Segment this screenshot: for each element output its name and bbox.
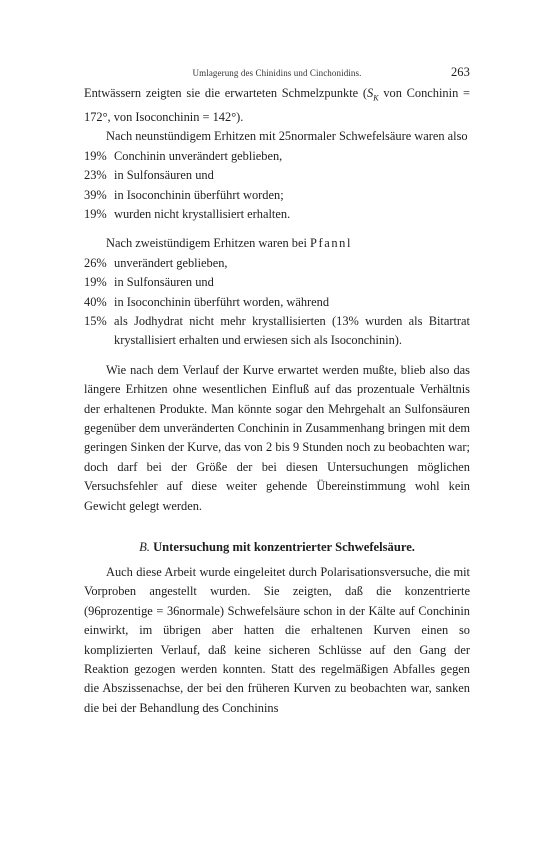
list-item-text: in Sulfonsäuren und bbox=[114, 275, 214, 290]
section-letter: B. bbox=[139, 540, 150, 554]
percentage: 15% bbox=[84, 313, 107, 328]
list-item bbox=[84, 166, 470, 185]
list-item bbox=[84, 273, 470, 292]
percentage: 40% bbox=[84, 294, 107, 309]
list-item-text: Conchinin unverändert geblieben, bbox=[114, 148, 283, 163]
intro-text-start: Entwässern zeigten sie die erwarteten Schmelzpunkte ( bbox=[84, 86, 368, 100]
author-name: Pfannl bbox=[310, 236, 352, 251]
percentage: 19% bbox=[84, 148, 107, 163]
list-item bbox=[84, 312, 470, 351]
paragraph-two-hour-heating bbox=[84, 234, 470, 253]
symbol-subscript-k: K bbox=[373, 93, 379, 103]
percentage: 23% bbox=[84, 168, 107, 183]
paragraph-text: Nach zweistündigem Erhitzen waren bei bbox=[106, 236, 311, 251]
paragraph-polarisation-experiments: Auch diese Arbeit wurde eingeleitet durch Polarisationsversuche, die mit Vorproben angestellt wurden. Sie zeigten, daß die konzentrierte (96prozentige = 36normale) Schwefelsäure schon in der Kälte auf Conchinin einwirkt, im übrigen aber hatten die erhaltenen Kurven einen so komplizierten Verlauf, daß keine sicheren Schlüsse auf den Gang der Reaktion gezogen werden konnten. Statt des regelmäßigen Abfalles gegen die Abszissenachse, der bei den früheren Kurven zu beobachten war, sanken die bei der Behandlung des Conchinins bbox=[84, 565, 470, 715]
list-item-text: in Isoconchinin überführt worden; bbox=[114, 187, 284, 202]
list-item bbox=[84, 186, 470, 205]
list-item-text: in Sulfonsäuren und bbox=[114, 168, 214, 183]
list-item bbox=[84, 205, 470, 224]
page-number: 263 bbox=[450, 65, 470, 79]
section-heading-b bbox=[84, 538, 470, 557]
results-list-nine-hours bbox=[84, 147, 470, 225]
running-title: Umlagerung des Chinidins und Cinchonidins. bbox=[192, 68, 362, 78]
intro-text-end: von Conchinin = 172°, von Isoconchinin = 142°). bbox=[84, 86, 470, 124]
page-header bbox=[84, 60, 470, 84]
intro-paragraph bbox=[84, 84, 470, 127]
list-item-text: als Jodhydrat nicht mehr krystallisierten (13% wurden als Bitartrat krystallisiert erhalten und erwiesen sich als Isoconchinin). bbox=[114, 313, 470, 348]
list-item bbox=[84, 293, 470, 312]
percentage: 19% bbox=[84, 275, 107, 290]
list-item-text: in Isoconchinin überführt worden, während bbox=[114, 294, 330, 309]
paragraph-curve-discussion: Wie nach dem Verlauf der Kurve erwartet werden mußte, blieb also das längere Erhitzen ohne wesentlichen Einfluß auf das prozentuale Verhältnis der erhaltenen Produkte. Man könnte sogar den Mehrgehalt an Sulfonsäuren gegenüber dem unveränderten Conchinin in Zusammenhang bringen mit dem geringen Sinken der Kurve, das von 2 bis 9 Stunden noch zu beobachten war; doch darf bei der Größe der bei diesen Untersuchungen möglichen Versuchsfehler auf diese weiter gehende Übereinstimmung wohl kein Gewicht gelegt werden. bbox=[84, 362, 470, 513]
percentage: 39% bbox=[84, 187, 107, 202]
list-item-text: unverändert geblieben, bbox=[114, 255, 228, 270]
list-item bbox=[84, 254, 470, 273]
list-item-text: wurden nicht krystallisiert erhalten. bbox=[114, 206, 291, 221]
percentage: 26% bbox=[84, 255, 107, 270]
paragraph-nine-hour-heating: Nach neunstündigem Erhitzen mit 25normaler Schwefelsäure waren also bbox=[106, 129, 468, 144]
section-title: Untersuchung mit konzentrierter Schwefelsäure. bbox=[153, 540, 415, 554]
results-list-two-hours bbox=[84, 254, 470, 351]
percentage: 19% bbox=[84, 206, 107, 221]
list-item bbox=[84, 147, 470, 166]
symbol-s: S bbox=[367, 86, 374, 100]
book-page bbox=[84, 60, 470, 718]
